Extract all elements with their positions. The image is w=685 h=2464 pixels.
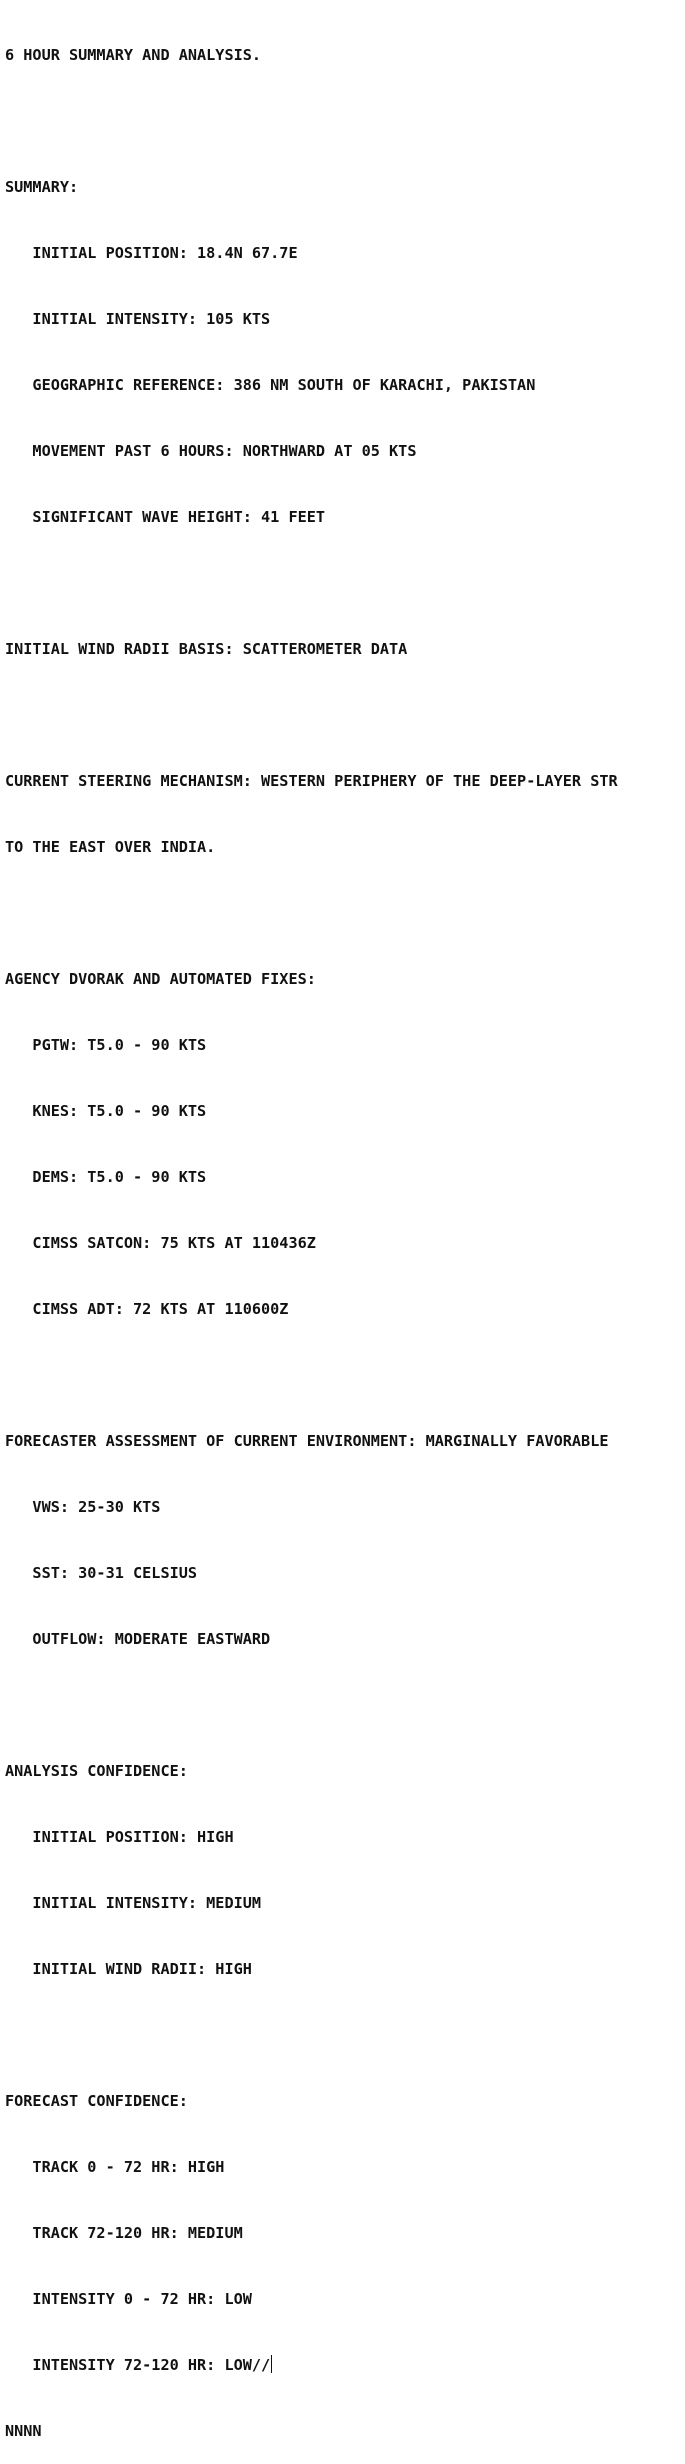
doc-line: INITIAL INTENSITY: 105 KTS	[5, 310, 271, 328]
doc-line: FORECASTER ASSESSMENT OF CURRENT ENVIRONMENT: MARGINALLY FAVORABLE	[5, 1432, 609, 1450]
doc-line: GEOGRAPHIC REFERENCE: 386 NM SOUTH OF KARACHI, PAKISTAN	[5, 376, 536, 394]
doc-line	[5, 902, 618, 924]
doc-line	[5, 1694, 618, 1716]
doc-line: TRACK 72-120 HR: MEDIUM	[5, 2224, 243, 2242]
doc-line: TRACK 0 - 72 HR: HIGH	[5, 2158, 225, 2176]
doc-line: INITIAL INTENSITY: MEDIUM	[5, 1894, 262, 1912]
doc-line: PGTW: T5.0 - 90 KTS	[5, 1036, 207, 1054]
doc-line: INITIAL POSITION: HIGH	[5, 1828, 234, 1846]
doc-line-with-cursor	[5, 2354, 618, 2376]
doc-line: OUTFLOW: MODERATE EASTWARD	[5, 1630, 271, 1648]
doc-line: SST: 30-31 CELSIUS	[5, 1564, 198, 1582]
doc-line: INTENSITY 0 - 72 HR: LOW	[5, 2290, 252, 2308]
doc-line: DEMS: T5.0 - 90 KTS	[5, 1168, 207, 1186]
doc-line: SIGNIFICANT WAVE HEIGHT: 41 FEET	[5, 508, 326, 526]
doc-line	[5, 572, 618, 594]
doc-line: ANALYSIS CONFIDENCE:	[5, 1762, 188, 1780]
doc-line: SUMMARY:	[5, 178, 79, 196]
doc-line: TO THE EAST OVER INDIA.	[5, 838, 216, 856]
text-cursor	[271, 2355, 272, 2373]
doc-line: CURRENT STEERING MECHANISM: WESTERN PERIPHERY OF THE DEEP-LAYER STR	[5, 772, 618, 790]
doc-line: FORECAST CONFIDENCE:	[5, 2092, 188, 2110]
doc-line: NNNN	[5, 2422, 42, 2440]
doc-line: INITIAL POSITION: 18.4N 67.7E	[5, 244, 298, 262]
bulletin-text[interactable]	[5, 0, 618, 2464]
doc-line: AGENCY DVORAK AND AUTOMATED FIXES:	[5, 970, 316, 988]
doc-line: INITIAL WIND RADII: HIGH	[5, 1960, 252, 1978]
doc-line	[5, 2024, 618, 2046]
doc-line: INITIAL WIND RADII BASIS: SCATTEROMETER DATA	[5, 640, 408, 658]
doc-line	[5, 1364, 618, 1386]
doc-line: 6 HOUR SUMMARY AND ANALYSIS.	[5, 46, 262, 64]
doc-line	[5, 704, 618, 726]
doc-line: CIMSS SATCON: 75 KTS AT 110436Z	[5, 1234, 316, 1252]
doc-line	[5, 110, 618, 132]
doc-line-text: INTENSITY 72-120 HR: LOW//	[5, 2356, 271, 2374]
doc-line: MOVEMENT PAST 6 HOURS: NORTHWARD AT 05 KTS	[5, 442, 417, 460]
doc-line: VWS: 25-30 KTS	[5, 1498, 161, 1516]
doc-line: CIMSS ADT: 72 KTS AT 110600Z	[5, 1300, 289, 1318]
doc-line: KNES: T5.0 - 90 KTS	[5, 1102, 207, 1120]
